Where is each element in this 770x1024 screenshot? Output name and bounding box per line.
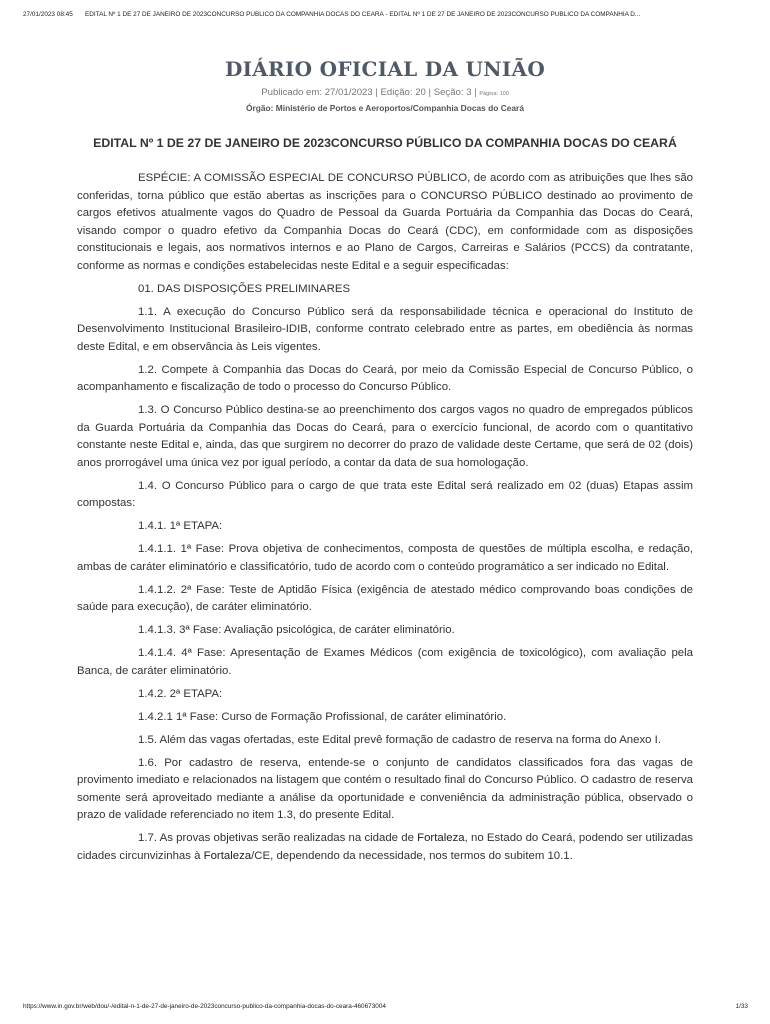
- city-highlight: Fortaleza: [203, 849, 252, 862]
- print-datetime: 27/01/2023 08:45: [23, 11, 73, 18]
- page-url: https://www.in.gov.br/web/dou/-/edital-n-1-de-27-de-janeiro-de-2023concurso-publico-da-companhia-docas-do-ceara-460673004: [23, 1003, 386, 1010]
- issuing-agency: Órgão: Ministério de Portos e Aeroportos/Companhia Docas do Ceará: [246, 103, 524, 113]
- section-heading: 01. DAS DISPOSIÇÕES PRELIMINARES: [138, 282, 351, 295]
- print-footer: [23, 1003, 748, 1010]
- paragraph: 1.4.1.2. 2ª Fase: Teste de Aptidão Física (exigência de atestado médico comprovando boas condições de saúde para execução), de caráter eliminatório.: [77, 583, 693, 613]
- paragraph: 1.4.1.4. 4ª Fase: Apresentação de Exames Médicos (com exigência de toxicológico), com avaliação pela Banca, de caráter eliminatório.: [77, 647, 693, 677]
- paragraph: 1.4.1.1. 1ª Fase: Prova objetiva de conhecimentos, composta de questões de múltipla escolha, e redação, ambas de caráter eliminatório e classificatório, tudo de acordo com o conteúdo programático a ser indicado no Edital.: [77, 543, 693, 573]
- city-highlight: Fortaleza: [417, 832, 465, 844]
- text-run: 1.7. As provas objetivas serão realizadas na cidade de: [138, 832, 418, 844]
- paragraph: 1.1. A execução do Concurso Público será da responsabilidade técnica e operacional do Instituto de Desenvolvimento Institucional Brasileiro-IDIB, conforme contrato celebrado entre as partes, em obediência às normas deste Edital, e em observância às Leis vigentes.: [77, 305, 693, 353]
- document-body: [77, 170, 693, 871]
- print-title: EDITAL Nº 1 DE 27 DE JANEIRO DE 2023CONCURSO PÚBLICO DA COMPANHIA DOCAS DO CEARÁ - EDITAL Nº 1 DE 27 DE JANEIRO DE 2023CONCURSO PÚBLICO DA COMPANHIA D...: [85, 11, 641, 18]
- document-title: EDITAL Nº 1 DE 27 DE JANEIRO DE 2023CONCURSO PÚBLICO DA COMPANHIA DOCAS DO CEARÁ: [93, 136, 677, 150]
- paragraph: 1.2. Compete à Companhia das Docas do Ceará, por meio da Comissão Especial de Concurso Público, o acompanhamento e fiscalização de todo o processo do Concurso Público.: [77, 363, 693, 393]
- paragraph: 1.4.1.3. 3ª Fase: Avaliação psicológica, de caráter eliminatório.: [138, 624, 455, 636]
- paragraph: 1.5. Além das vagas ofertadas, este Edital prevê formação de cadastro de reserva na forma do Anexo I.: [138, 733, 662, 746]
- print-header: [23, 11, 748, 18]
- page-reference: Página: 100: [479, 91, 509, 97]
- text-run: /CE, dependendo da necessidade, nos termos do subitem 10.1.: [251, 849, 573, 862]
- publication-info: [0, 87, 770, 98]
- paragraph: 1.4.2.1 1ª Fase: Curso de Formação Profissional, de caráter eliminatório.: [138, 710, 507, 723]
- text-run: , no Estado do Ceará, podendo ser utilizadas cidades circunvizinhas à: [77, 832, 693, 862]
- paragraph: 1.3. O Concurso Público destina-se ao preenchimento dos cargos vagos no quadro de empregados públicos da Guarda Portuária da Companhia das Docas do Ceará, para o exercício funcional, de acordo com o quantitativo constante neste Edital e, ainda, das que surgirem no decorrer do prazo de validade deste Certame, que será de 02 (dois) anos prorrogável uma única vez por igual período, a contar da data de sua homologação.: [77, 404, 693, 469]
- paragraph: ESPÉCIE: A COMISSÃO ESPECIAL DE CONCURSO PÚBLICO, de acordo com as atribuições que lhes são conferidas, torna público que estão abertas as inscrições para o CONCURSO PÚBLICO destinado ao provimento de cargos efetivos atualmente vagos do Quadro de Pessoal da Guarda Portuária da Companhia das Docas do Ceará, visando compor o quadro efetivo da Companhia Docas do Ceará (CDC), em conformidade com as disposições constitucionais e legais, aos normativos internos e ao Plano de Cargos, Carreiras e Salários (PCCS) da contratante, conforme as normas e condições estabelecidas neste Edital e a seguir especificadas:: [77, 172, 693, 272]
- newspaper-title: DIÁRIO OFICIAL DA UNIÃO: [224, 57, 546, 81]
- publication-details: Publicado em: 27/01/2023 | Edição: 20 | Seção: 3 |: [261, 87, 477, 98]
- paragraph: 1.4.1. 1ª ETAPA:: [138, 520, 223, 532]
- masthead: [0, 57, 770, 113]
- paragraph-1-7: [77, 830, 693, 865]
- paragraph: 1.4. O Concurso Público para o cargo de que trata este Edital será realizado em 02 (duas) Etapas assim compostas:: [77, 479, 693, 509]
- page-number: 1/33: [735, 1003, 748, 1010]
- paragraph: 1.4.2. 2ª ETAPA:: [138, 687, 223, 700]
- paragraph: 1.6. Por cadastro de reserva, entende-se o conjunto de candidatos classificados fora das vagas de provimento imediato e relacionados na listagem que contém o resultado final do Concurso Público. O cadastro de reserva somente será aproveitado mediante a análise da oportunidade e conveniência da administração pública, observado o prazo de validade referenciado no item 1.3, do presente Edital.: [77, 756, 693, 821]
